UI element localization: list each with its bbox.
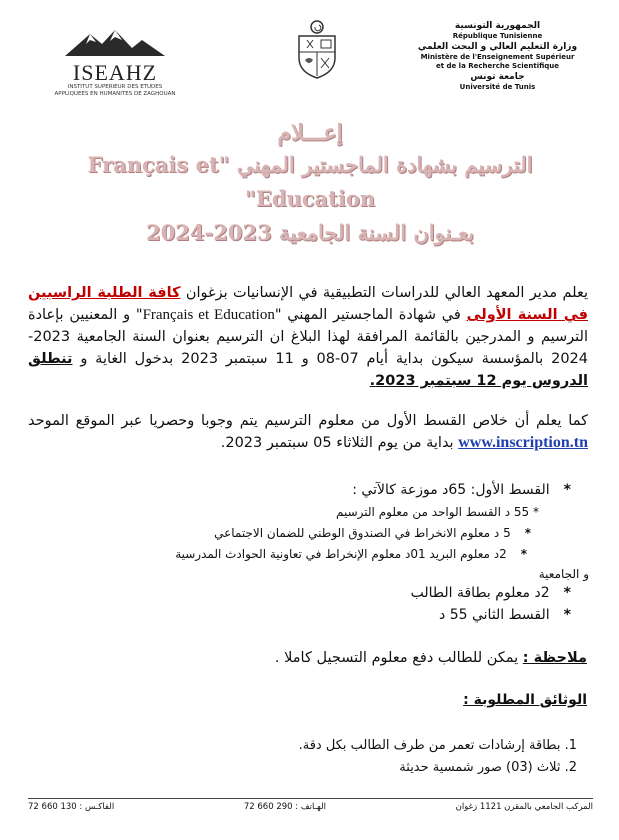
ministry-line: وزارة التعليم العالي و البحث العلمي — [417, 42, 578, 52]
para-text: كما يعلم أن خلاص القسط الأول من معلوم الترسيم يتم وجوبا وحصريا عبر الموقع الموحد — [28, 413, 588, 429]
fee-sub-1: * 55 د القسط الواحد من معلوم الترسيم — [335, 505, 539, 519]
doc-item: 2. ثلاث (03) صور شمسية حديثة — [399, 760, 577, 775]
fee-and-university: و الجامعية — [538, 567, 589, 581]
mountain-logo-icon — [60, 28, 170, 58]
logo-subtitle: INSTITUT SUPERIEUR DES ETUDES — [67, 84, 163, 90]
program-name: Français et Education — [142, 307, 275, 323]
ministry-line: République Tunisienne — [452, 32, 543, 40]
note-text: يمكن للطالب دفع معلوم التسجيل كاملا . — [274, 650, 519, 666]
fee-second: *القسط الثاني 55 د — [439, 607, 571, 623]
footer-phone: الهـاتف : 290 660 72 — [243, 802, 326, 812]
bullet: * — [563, 482, 571, 498]
ministry-line: الجمهورية التونسية — [454, 21, 541, 31]
title-year: بعـنوان السنة الجامعية 2023-2024 — [146, 220, 474, 245]
logo-name: ISEAHZ — [72, 60, 158, 85]
fee-sub-3: *2د معلوم البريد 01د معلوم الإنخراط في تعاونية الحوادث المدرسية — [175, 547, 527, 561]
para-text: " و المعنيين بإعادة الترسيم و المدرجين بالقائمة المرافقة لهذا البلاغ ان الترسيم بعنوان السنة الجامعية 2023-2024 بالمؤسسة سيكون بداية أيام 07-08 و 11 سبتمبر 2023 بدخول الغاية و — [28, 307, 589, 367]
footer-fax: الفاكـس : 130 660 72 — [28, 802, 115, 812]
para-text: في شهادة الماجستير المهني " — [274, 307, 461, 323]
note-label: ملاحظة : — [522, 650, 587, 666]
doc-item: 1. بطاقة إرشادات تعمر من طرف الطالب بكل دقة. — [298, 738, 577, 753]
institute-logo — [40, 28, 190, 98]
ministry-block — [410, 20, 585, 92]
fee-sub-2: *5 د معلوم الانخراط في الصندوق الوطني للضمان الاجتماعي — [214, 526, 531, 540]
ministry-line: Ministère de l'Enseignement Supérieur — [420, 53, 575, 61]
title-announcement: إعـــلام — [277, 120, 343, 146]
footer — [28, 798, 593, 812]
footer-address: المركب الجامعي بالمقرن 1121 زغوان — [455, 802, 593, 812]
target-students: كافة الطلبة الراسبين في السنة الأولى — [28, 285, 588, 323]
ministry-line: Université de Tunis — [459, 83, 536, 91]
para-text: بداية من يوم الثلاثاء 05 سبتمبر 2023. — [220, 435, 454, 451]
logo-subtitle: APPLIQUEES EN HUMANITES DE ZAGHOUAN — [54, 91, 176, 97]
fee-card: *2د معلوم بطاقة الطالب — [410, 585, 571, 601]
title-block — [40, 118, 580, 250]
docs-heading: الوثائق المطلوبة : — [463, 692, 587, 708]
fee-first: *القسط الأول: 65د موزعة كالآتي : — [352, 482, 571, 498]
note — [275, 650, 587, 666]
title-program: الترسيم بشهادة الماجستير المهني "Français et Education" — [87, 152, 533, 211]
inscription-link[interactable]: www.inscription.tn — [458, 434, 588, 451]
ministry-line: جامعة تونس — [470, 72, 525, 82]
payment-paragraph — [28, 410, 588, 454]
announcement-paragraph — [28, 282, 588, 392]
tunisia-emblem-icon — [293, 18, 341, 80]
para-text: يعلم مدير المعهد العالي للدراسات التطبيقية في الإنسانيات بزغوان — [185, 285, 588, 301]
classes-start: تنطلق الدروس يوم 12 سبتمبر 2023. — [28, 351, 588, 389]
ministry-line: et de la Recherche Scientifique — [435, 62, 560, 70]
